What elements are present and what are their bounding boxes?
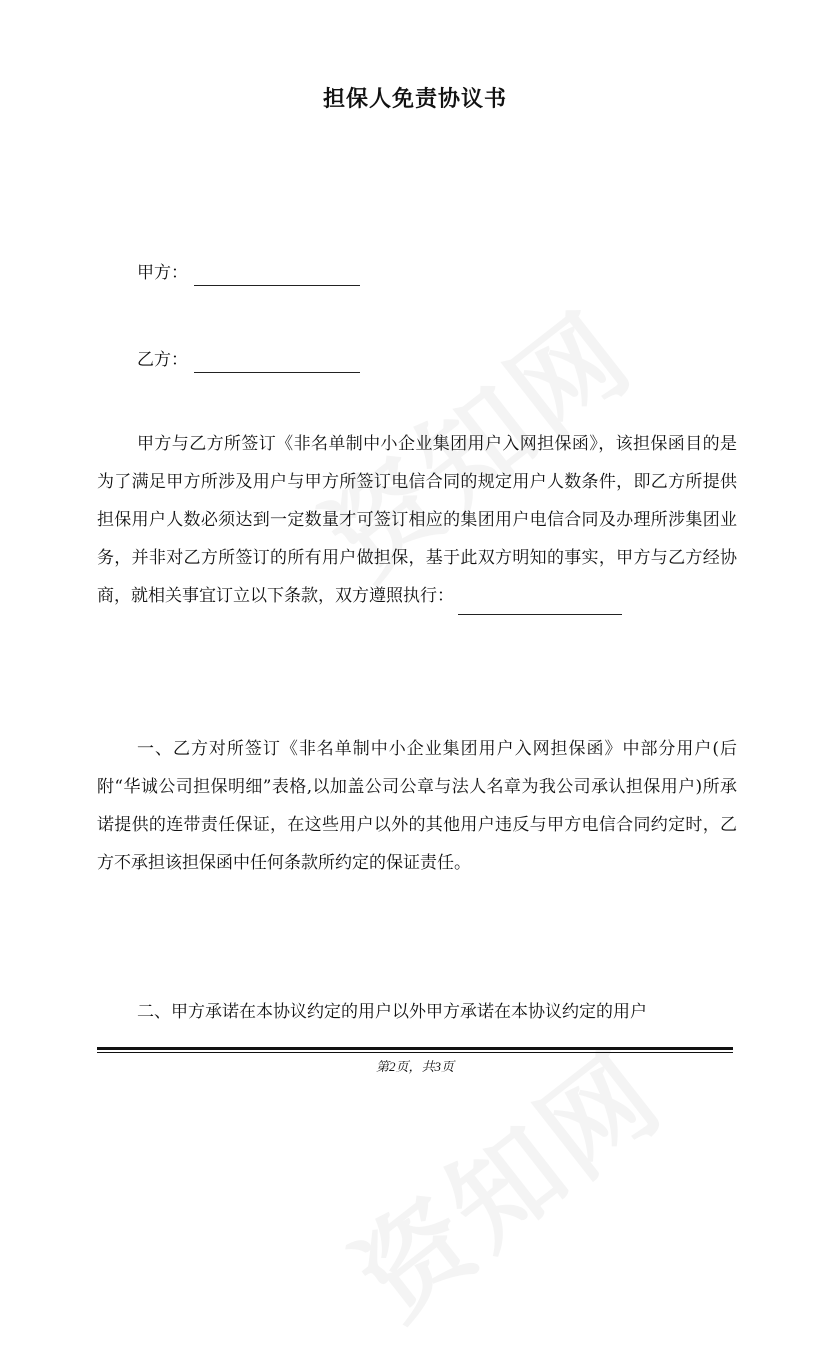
party-a-line (137, 260, 360, 286)
document-title: 担保人免责协议书 (322, 87, 507, 112)
party-a-label: 甲方： (137, 263, 188, 283)
party-b-line (137, 347, 360, 373)
clause-2: 二、甲方承诺在本协议约定的用户以外甲方承诺在本协议约定的用户 (137, 1002, 647, 1022)
footer-rule-thin (97, 1052, 733, 1053)
party-b-label: 乙方： (137, 350, 188, 370)
intro-text: 甲方与乙方所签订《非名单制中小企业集团用户入网担保函》，该担保函目的是为了满足甲方所涉及用户与甲方所签订电信合同的规定用户人数条件，即乙方所提供担保用户人数必须达到一定数量才可签订相应的集团用户电信合同及办理所涉集团业务，并非对乙方所签订的所有用户做担保，基于此双方明知的事实，甲方与乙方经协商，就相关事宜订立以下条款，双方遵照执行： (97, 434, 737, 606)
intro-blank (458, 594, 622, 615)
intro-paragraph (97, 425, 737, 615)
party-b-blank (194, 352, 360, 373)
page-number: 第2页，共3页 (375, 1059, 454, 1074)
clause-1: 一、乙方对所签订《非名单制中小企业集团用户入网担保函》中部分用户(后附“华诚公司担保明细”表格,以加盖公司公章与法人名章为我公司承认担保用户)所承诺提供的连带责任保证，在这些用户以外的其他用户违反与甲方电信合同约定时，乙方不承担该担保函中任何条款所约定的保证责任。 (97, 739, 737, 873)
party-a-blank (194, 265, 360, 286)
footer-rule (97, 1047, 733, 1050)
